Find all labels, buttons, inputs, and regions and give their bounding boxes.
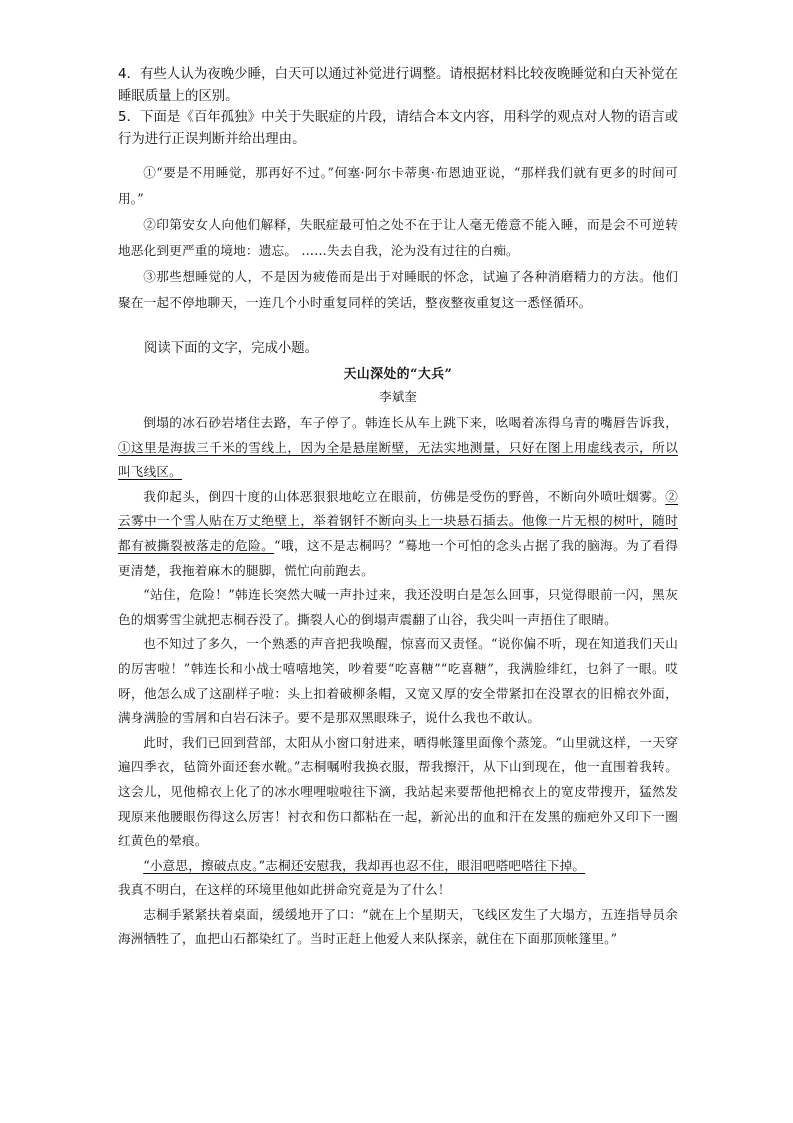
quote-1: ①“要是不用睡觉，那再好不过。”何塞·阿尔卡蒂奥·布恩迪亚说，“那样我们就有更多的时间可用。”	[118, 165, 678, 206]
paragraph-4: 也不知过了多久，一个熟悉的声音把我唤醒，惊喜而又责怪。“说你偏不听，现在知道我们天山的厉害啦！”韩连长和小战士嘻嘻地笑，吵着要“吃喜糖”“吃喜糖”，我满脸绯红，乜斜了一眼。哎呀，他怎么成了这副样子啦：头上扣着破柳条帽，又宽又厚的安全带紧扣在没罩衣的旧棉衣外面，满身满脸的雪屑和白岩石沫子。要不是那双黑眼珠子，说什么我也不敢认。	[118, 636, 678, 726]
paragraph-1	[118, 411, 678, 485]
paragraph-1-text: 倒塌的冰石砂岩堵住去路，车子停了。韩连长从车上跳下来，吆喝着冻得乌青的嘴唇告诉我，	[143, 415, 678, 430]
underlined-sentence-3: “小意思，擦破点皮。”志桐还安慰我，我却再也忍不住，眼泪吧嗒吧嗒往下掉。	[143, 857, 586, 873]
paragraph-7: 志桐手紧紧扶着桌面，缓缓地开了口：“就在上个星期天，飞线区发生了大塌方，五连指导员余海洲牺牲了，血把山石都染红了。当时正赶上他爱人来队探亲，就住在下面那顶帐篷里。”	[118, 906, 678, 947]
question-4: 4．有些人认为夜晚少睡，白天可以通过补觉进行调整。请根据材料比较夜晚睡觉和白天补觉在睡眠质量上的区别。	[118, 67, 678, 104]
underlined-sentence-2: ②云雾中一个雪人贴在万丈绝壁上，举着钢钎不断向头上一块悬石插去。他像一片无根的树叶，随时都有被撕裂被落走的危险。	[118, 488, 678, 553]
paragraph-6	[118, 854, 678, 879]
passage-title: 天山深处的“大兵”	[343, 367, 453, 382]
document-page	[118, 64, 678, 952]
paragraph-2	[118, 485, 678, 583]
paragraph-5: 此时，我们已回到营部，太阳从小窗口射进来，晒得帐篷里面像个蒸笼。“山里就这样，一天穿遍四季衣，毡筒外面还套水靴。”志桐嘱咐我换衣服，帮我擦汗，从下山到现在，他一直围着我转。这会儿，见他棉衣上化了的冰水哩哩啦啦往下滴，我站起来要帮他把棉衣上的宽皮带搜开，猛然发现原来他腰眼伤得这么厉害！衬衣和伤口都粘在一起，新沁出的血和汗在发黑的痂疤外又印下一圈红黄色的晕痕。	[118, 734, 678, 849]
paragraph-2-continuation: “哦，这不是志桐吗？”蓦地一个可怕的念头占据了我的脑海。为了看得更清楚，我拖着麻木的腿脚，慌忙向前跑去。	[118, 537, 679, 578]
quote-2: ②印第安女人向他们解释，失眠症最可怕之处不在于让人毫无倦意不能入睡，而是会不可逆转地恶化到更严重的境地：遗忘。 ……失去自我，沦为没有过往的白痴。	[118, 217, 678, 258]
paragraph-2-text: 我仰起头，倒四十度的山体恶狠狠地屹立在眼前，仿佛是受伤的野兽，不断向外喷吐烟雾。	[143, 488, 666, 504]
underlined-sentence-1: ①这里是海拔三千米的雪线上，因为全是悬崖断壁，无法实地测量，只好在图上用虚线表示，所以叫飞线区。	[118, 439, 678, 480]
paragraph-3: “站住，危险！”韩连长突然大喊一声扑过来，我还没明白是怎么回事，只觉得眼前一闪，黑灰色的烟雾雪尘就把志桐吞没了。撕裂人心的倒塌声震翻了山谷，我尖叫一声捂住了眼睛。	[118, 587, 678, 627]
passage-author: 李斌奎	[379, 389, 417, 404]
quote-3: ③那些想睡觉的人，不是因为疲倦而是出于对睡眠的怀念，试遍了各种消磨精力的方法。他们聚在一起不停地聊天，一连几个小时重复同样的笑话，整夜整夜重复这一悉怪循环。	[118, 269, 678, 310]
question-5: 5．下面是《百年孤独》中关于失眠症的片段，请结合本文内容，用科学的观点对人物的语言或行为进行正误判断并给出理由。	[118, 110, 678, 147]
paragraph-6-continuation: 我真不明白，在这样的环境里他如此拼命究竟是为了什么！	[118, 882, 451, 898]
reading-instruction: 阅读下面的文字，完成小题。	[144, 341, 319, 356]
